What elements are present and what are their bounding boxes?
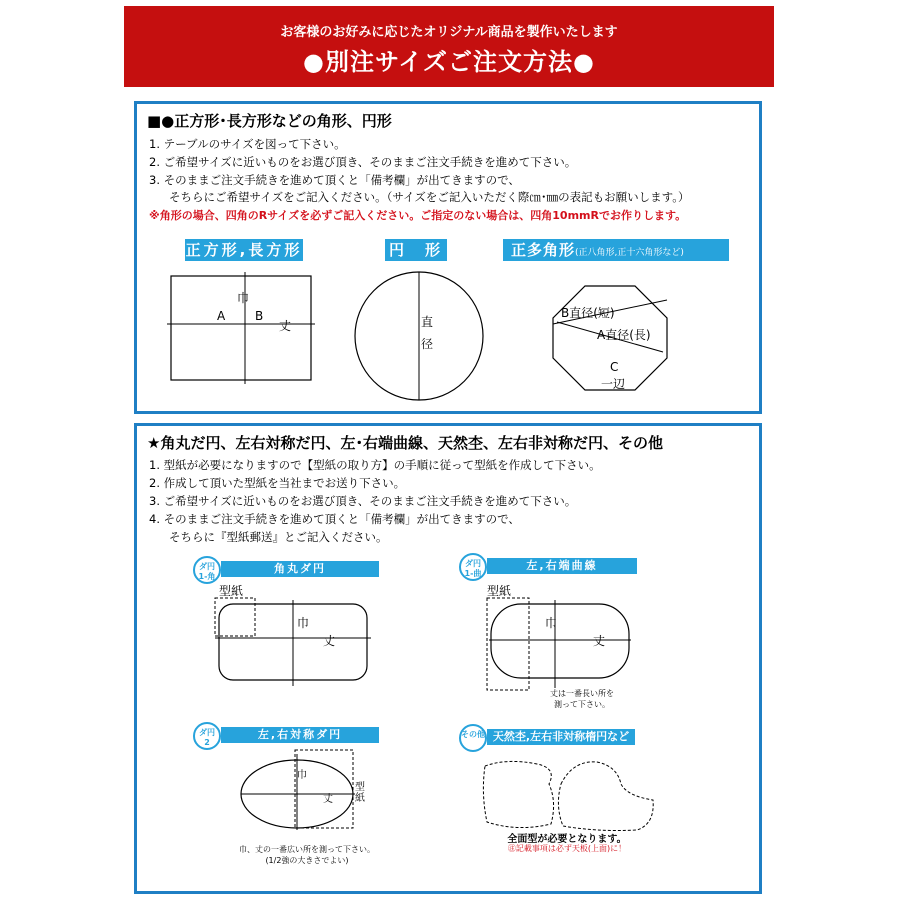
d4-diagram	[477, 754, 657, 834]
d1-width: 巾	[297, 616, 310, 630]
circle-diameter-1: 直	[421, 315, 434, 329]
d3-note-2: (1/2強の大きさでよい)	[265, 856, 349, 865]
d3-length: 丈	[323, 794, 333, 805]
d2-length: 丈	[593, 634, 606, 648]
section-square-round	[134, 101, 762, 414]
section1-title: ■●正方形･長方形などの角形、円形	[147, 112, 392, 130]
d1-paper: 型紙	[219, 584, 244, 598]
d3-width: 巾	[297, 770, 307, 781]
d3-diagram	[237, 748, 357, 830]
d2-bar: 左,右端曲線	[487, 558, 637, 574]
section2-line-5: そちらに『型紙郵送』とご記入ください。	[169, 530, 388, 544]
rect-a-label: A	[217, 309, 226, 323]
section2-title: ★角丸だ円、左右対称だ円、左･右端曲線、天然杢、左右非対称だ円、その他	[147, 434, 663, 452]
rect-length-label: 丈	[279, 319, 292, 333]
d2-width: 巾	[545, 616, 558, 630]
section1-warning: ※角形の場合、四角のRサイズを必ずご記入ください。ご指定のない場合は、四角10mmRでお作りします。	[149, 209, 687, 222]
d3-badge: ダ円 2	[193, 722, 221, 750]
header-title: ●別注サイズご注文方法●	[303, 48, 595, 76]
poly-b-label: B直径(短)	[561, 306, 615, 320]
poly-a-label: A直径(長)	[597, 328, 651, 342]
section-template	[134, 423, 762, 894]
rect-b-label: B	[255, 309, 264, 323]
d1-length: 丈	[323, 634, 336, 648]
d4-note-2: ㊟記載事項は必ず天板(上面)に！	[507, 844, 627, 853]
d2-badge: ダ円 1-曲	[459, 553, 487, 581]
section2-line-3: 3. ご希望サイズに近いものをお選び頂き、そのままご注文手続きを進めて下さい。	[149, 494, 577, 508]
section2-line-4: 4. そのままご注文手続きを進めて頂くと「備考欄」が出てきますので、	[149, 512, 520, 526]
circle-label: 円 形	[385, 239, 447, 261]
d1-badge: ダ円 1-角	[193, 556, 221, 584]
d2-paper: 型紙	[487, 584, 512, 598]
d3-bar: 左,右対称ダ円	[221, 727, 379, 743]
section1-line-1: 1. テーブルのサイズを図って下さい。	[149, 137, 346, 151]
section2-line-2: 2. 作成して頂いた型紙を当社までお送り下さい。	[149, 476, 406, 490]
shapes-diagram	[137, 264, 759, 404]
header-banner	[124, 6, 774, 87]
circle-diameter-2: 径	[421, 337, 434, 351]
rect-label: 正方形,長方形	[185, 241, 303, 259]
d2-diagram	[483, 594, 633, 694]
poly-label-sub: (正八角形,正十六角形など)	[575, 248, 684, 258]
d1-bar: 角丸ダ円	[221, 561, 379, 577]
d2-note: 丈は一番長い所を 測って下さい。	[550, 689, 614, 709]
header-subtitle: お客様のお好みに応じたオリジナル商品を製作いたします	[280, 25, 618, 40]
section2-line-1: 1. 型紙が必要になりますので【型紙の取り方】の手順に従って型紙を作成して下さい。	[149, 458, 601, 472]
poly-label-text: 正多角形	[511, 241, 576, 259]
d4-note-1: 全面型が必要となります。	[507, 834, 627, 845]
d3-note-1: 巾、丈の一番広い所を測って下さい。	[239, 845, 375, 854]
d4-badge: その他	[459, 724, 487, 752]
section1-line-3: 3. そのままご注文手続きを進めて頂くと「備考欄」が出てきますので、	[149, 173, 520, 187]
d1-diagram	[207, 594, 377, 686]
poly-label	[503, 239, 729, 261]
d3-paper: 型紙	[355, 782, 365, 804]
rect-width-label: 巾	[237, 291, 250, 305]
section1-line-4: そちらにご希望サイズをご記入ください。（サイズをご記入いただく際㎝･㎜の表記もお願いします。）	[169, 190, 690, 204]
d4-bar: 天然杢,左右非対称楕円など	[487, 729, 635, 745]
poly-c-label: C	[610, 360, 619, 374]
poly-side-label: 一辺	[601, 377, 626, 391]
section1-line-2: 2. ご希望サイズに近いものをお選び頂き、そのままご注文手続きを進めて下さい。	[149, 155, 577, 169]
